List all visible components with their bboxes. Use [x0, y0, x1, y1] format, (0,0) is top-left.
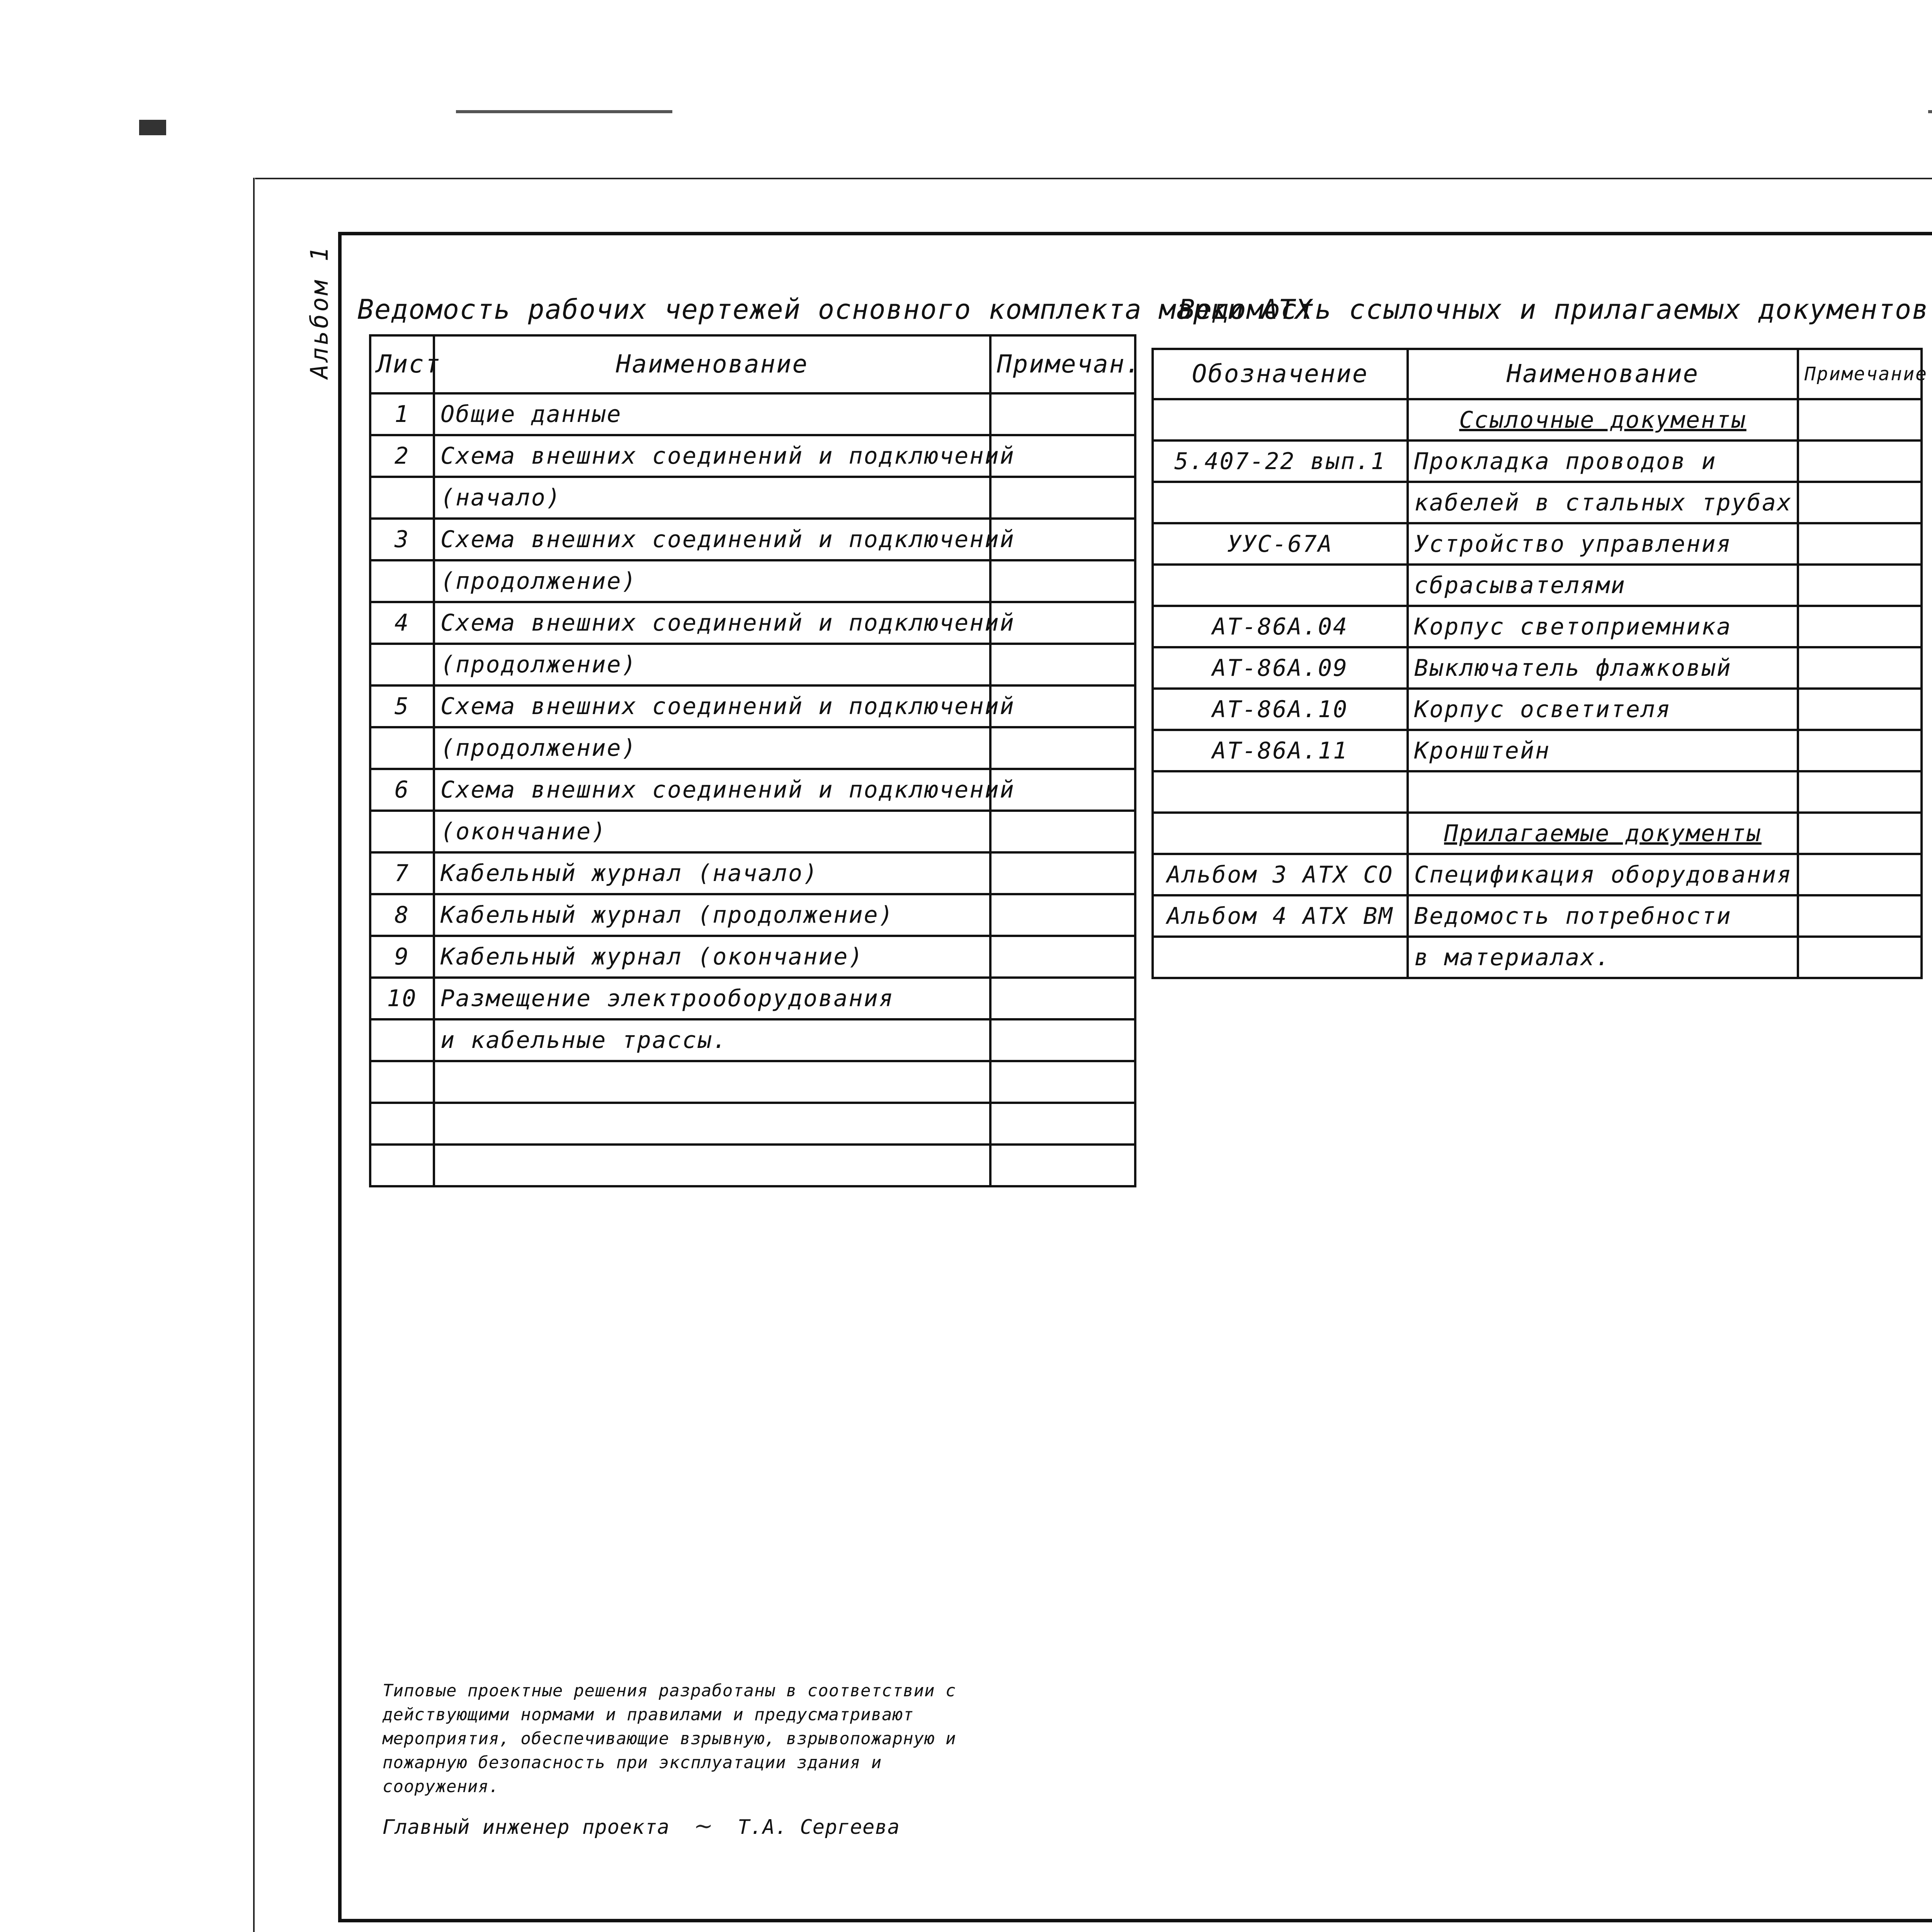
sheet-cell — [370, 477, 434, 519]
table-row — [370, 560, 1135, 602]
sheet-cell — [370, 727, 434, 769]
sheet-cell: 7 — [370, 852, 434, 894]
sheet-cell — [370, 1019, 434, 1061]
scan-mark — [456, 110, 672, 113]
designation-cell: УУС-67А — [1153, 523, 1408, 565]
designation-cell: Альбом 3 АТХ СО — [1153, 854, 1408, 895]
outer-border-left — [253, 178, 255, 1932]
album-label: Альбом 1 — [305, 245, 333, 379]
name-cell: и кабельные трассы. — [434, 1019, 990, 1061]
designation-cell: АТ-86А.10 — [1153, 689, 1408, 730]
column-header-note: Примечан. — [990, 335, 1135, 393]
table-row — [370, 477, 1135, 519]
note-cell — [990, 811, 1135, 852]
scan-mark — [1928, 110, 1932, 113]
name-cell: Устройство управления — [1408, 523, 1798, 565]
drawings-list-caption: Ведомость рабочих чертежей основного комплекта марки АТХ — [357, 294, 1313, 325]
table-row — [1153, 730, 1922, 771]
sheet-cell — [370, 811, 434, 852]
designation-cell: 5.407-22 вып.1 — [1153, 440, 1408, 482]
table-row — [1153, 606, 1922, 647]
note-cell — [1798, 565, 1922, 606]
note-cell — [990, 894, 1135, 936]
table-row — [370, 1103, 1135, 1145]
designation-cell: АТ-86А.11 — [1153, 730, 1408, 771]
note-cell — [990, 727, 1135, 769]
table-row — [370, 727, 1135, 769]
name-cell: Схема внешних соединений и подключений — [434, 769, 990, 811]
column-header-sheet: Лист — [370, 335, 434, 393]
compliance-note — [383, 1679, 974, 1839]
drawings-list-table — [369, 334, 1141, 1187]
sheet-cell: 5 — [370, 685, 434, 727]
table-row — [370, 435, 1135, 477]
designation-cell: АТ-86А.09 — [1153, 647, 1408, 689]
name-cell: Кронштейн — [1408, 730, 1798, 771]
note-cell — [990, 560, 1135, 602]
note-cell — [1798, 813, 1922, 854]
name-cell: Прокладка проводов и — [1408, 440, 1798, 482]
designation-cell: Альбом 4 АТХ ВМ — [1153, 895, 1408, 937]
name-cell: (окончание) — [434, 811, 990, 852]
table-row — [1153, 854, 1922, 895]
table-row — [1153, 813, 1922, 854]
note-cell — [1798, 937, 1922, 978]
name-cell: (продолжение) — [434, 560, 990, 602]
table-row — [370, 602, 1135, 644]
name-cell: Схема внешних соединений и подключений — [434, 435, 990, 477]
table-row — [370, 936, 1135, 978]
column-header-name: Наименование — [1408, 349, 1798, 399]
name-cell — [434, 1103, 990, 1145]
designation-cell — [1153, 482, 1408, 523]
table-row — [370, 685, 1135, 727]
table-row — [370, 811, 1135, 852]
note-cell — [990, 936, 1135, 978]
table-row — [370, 978, 1135, 1019]
note-cell — [1798, 606, 1922, 647]
table-row — [1153, 689, 1922, 730]
table-row — [370, 852, 1135, 894]
note-cell — [990, 978, 1135, 1019]
references-list-caption: Ведомость ссылочных и прилагаемых документов — [1179, 294, 1929, 325]
sheet-cell: 9 — [370, 936, 434, 978]
sheet-cell — [370, 1145, 434, 1186]
name-cell: Схема внешних соединений и подключений — [434, 519, 990, 560]
note-cell — [1798, 440, 1922, 482]
table-row — [370, 519, 1135, 560]
sheet-cell: 1 — [370, 393, 434, 435]
name-cell: Общие данные — [434, 393, 990, 435]
name-cell — [1408, 771, 1798, 813]
table-row — [1153, 523, 1922, 565]
name-cell: Кабельный журнал (окончание) — [434, 936, 990, 978]
note-cell — [990, 393, 1135, 435]
designation-cell: АТ-86А.04 — [1153, 606, 1408, 647]
sheet-cell: 10 — [370, 978, 434, 1019]
note-cell — [1798, 689, 1922, 730]
note-cell — [1798, 523, 1922, 565]
name-cell: сбрасывателями — [1408, 565, 1798, 606]
sheet-cell: 6 — [370, 769, 434, 811]
table-row — [370, 1019, 1135, 1061]
note-cell — [1798, 771, 1922, 813]
name-cell: Прилагаемые документы — [1408, 813, 1798, 854]
outer-border-top — [255, 178, 1932, 179]
note-cell — [990, 1019, 1135, 1061]
designation-cell — [1153, 813, 1408, 854]
table-row — [1153, 895, 1922, 937]
sheet-cell: 3 — [370, 519, 434, 560]
table-row — [370, 1061, 1135, 1103]
name-cell: кабелей в стальных трубах — [1408, 482, 1798, 523]
chief-engineer-signature: ~ — [694, 1813, 714, 1840]
note-cell — [1798, 854, 1922, 895]
note-cell — [990, 477, 1135, 519]
sheet-cell — [370, 644, 434, 685]
name-cell — [434, 1061, 990, 1103]
table-row — [370, 894, 1135, 936]
name-cell: Выключатель флажковый — [1408, 647, 1798, 689]
note-cell — [990, 1061, 1135, 1103]
note-cell — [990, 1103, 1135, 1145]
table-row — [1153, 482, 1922, 523]
name-cell: Корпус светоприемника — [1408, 606, 1798, 647]
name-cell: Ведомость потребности — [1408, 895, 1798, 937]
table-row — [1153, 440, 1922, 482]
references-list-table — [1151, 348, 1928, 979]
sheet-cell — [370, 1103, 434, 1145]
table-row — [1153, 771, 1922, 813]
note-cell — [990, 644, 1135, 685]
sheet-cell — [370, 560, 434, 602]
name-cell: Схема внешних соединений и подключений — [434, 685, 990, 727]
table-row — [370, 393, 1135, 435]
designation-cell — [1153, 937, 1408, 978]
sheet-cell: 2 — [370, 435, 434, 477]
name-cell: Схема внешних соединений и подключений — [434, 602, 990, 644]
table-row — [1153, 937, 1922, 978]
name-cell: в материалах. — [1408, 937, 1798, 978]
sheet-cell: 8 — [370, 894, 434, 936]
name-cell: (продолжение) — [434, 727, 990, 769]
name-cell: Размещение электрооборудования — [434, 978, 990, 1019]
note-cell — [1798, 730, 1922, 771]
designation-cell — [1153, 399, 1408, 440]
chief-engineer-name: Т.А. Сергеева — [737, 1816, 900, 1839]
table-row — [370, 1145, 1135, 1186]
table-row — [370, 769, 1135, 811]
name-cell: (продолжение) — [434, 644, 990, 685]
compliance-text: Типовые проектные решения разработаны в соответствии с действующими нормами и правилами и предусматривают мероприятия, обеспечивающие взрывную, взрывопожарную и пожарную безопасность при эксплуатации здания и сооружения. — [383, 1681, 956, 1796]
column-header-name: Наименование — [434, 335, 990, 393]
table-row — [1153, 647, 1922, 689]
name-cell: Спецификация оборудования — [1408, 854, 1798, 895]
table-row — [1153, 565, 1922, 606]
sheet-cell: 4 — [370, 602, 434, 644]
column-header-note: Примечание — [1798, 349, 1922, 399]
note-cell — [990, 1145, 1135, 1186]
chief-engineer-label: Главный инженер проекта — [383, 1816, 670, 1839]
name-cell: Корпус осветителя — [1408, 689, 1798, 730]
name-cell: Кабельный журнал (продолжение) — [434, 894, 990, 936]
note-cell — [1798, 482, 1922, 523]
column-header-designation: Обозначение — [1153, 349, 1408, 399]
note-cell — [1798, 895, 1922, 937]
table-row — [370, 644, 1135, 685]
note-cell — [990, 852, 1135, 894]
note-cell — [1798, 647, 1922, 689]
name-cell: Кабельный журнал (начало) — [434, 852, 990, 894]
note-cell — [1798, 399, 1922, 440]
designation-cell — [1153, 565, 1408, 606]
scan-mark — [139, 120, 166, 135]
name-cell: (начало) — [434, 477, 990, 519]
name-cell: Ссылочные документы — [1408, 399, 1798, 440]
table-row — [1153, 399, 1922, 440]
name-cell — [434, 1145, 990, 1186]
sheet-cell — [370, 1061, 434, 1103]
designation-cell — [1153, 771, 1408, 813]
